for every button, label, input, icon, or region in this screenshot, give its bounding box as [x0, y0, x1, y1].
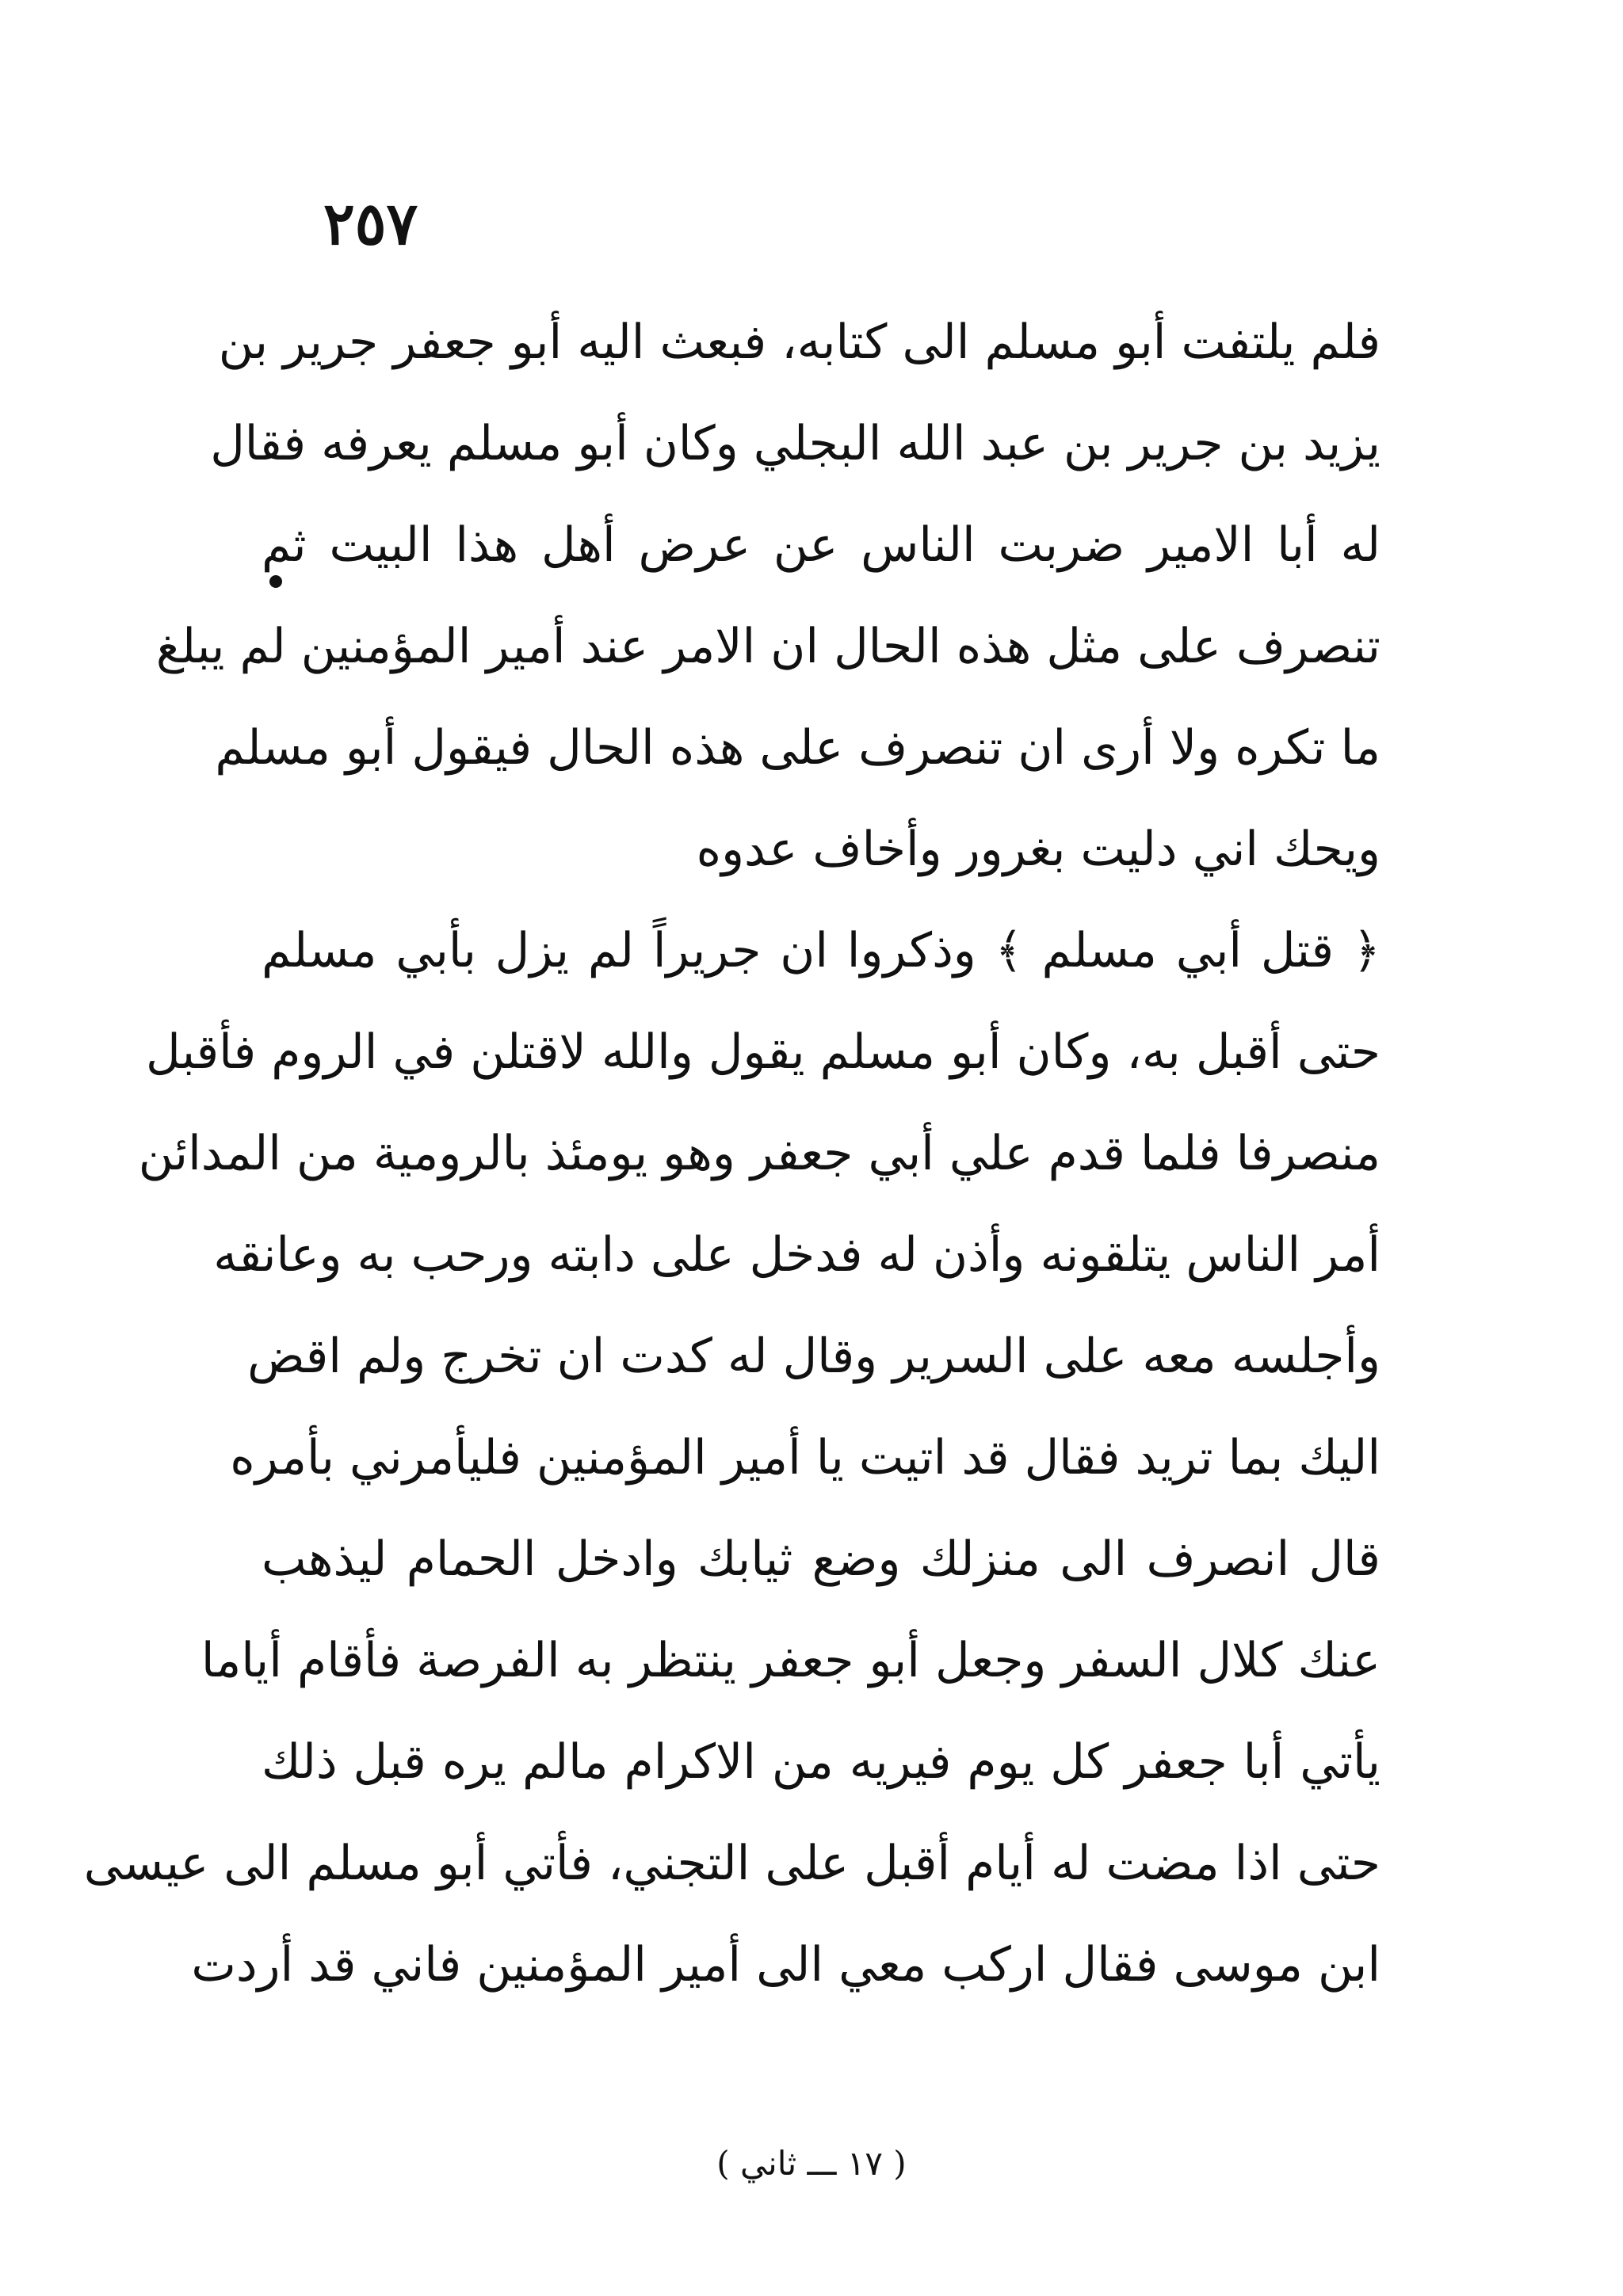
text-line: منصرفا فلما قدم علي أبي جعفر وهو يومئذ بالرومية من المدائن	[138, 1126, 1381, 1181]
text-line: أمر الناس يتلقونه وأذن له فدخل على دابته ورحب به وعانقه	[213, 1227, 1381, 1283]
text-line: له أبا الامير ضربت الناس عن عرض أهل هذا البيت ثم	[262, 517, 1381, 573]
text-line: حتى أقبل به، وكان أبو مسلم يقول والله لاقتلن في الروم فأقبل	[145, 1024, 1381, 1080]
section-heading-line: ﴿ قتل أبي مسلم ﴾ وذكروا ان جريراً لم يزل بأبي مسلم	[262, 923, 1381, 978]
text-line: تنصرف على مثل هذه الحال ان الامر عند أمير المؤمنين لم يبلغ	[155, 619, 1381, 674]
text-line: عنك كلال السفر وجعل أبو جعفر ينتظر به الفرصة فأقام أياما	[200, 1633, 1381, 1688]
text-line: ويحك اني دليت بغرور وأخاف عدوه	[696, 822, 1381, 877]
text-line: فلم يلتفت أبو مسلم الى كتابه، فبعث اليه أبو جعفر جرير بن	[218, 315, 1381, 370]
text-line: وأجلسه معه على السرير وقال له كدت ان تخرج ولم اقض	[247, 1329, 1381, 1384]
text-line: ابن موسى فقال اركب معي الى أمير المؤمنين فاني قد أردت	[191, 1937, 1381, 1993]
text-line: ما تكره ولا أرى ان تنصرف على هذه الحال فيقول أبو مسلم	[215, 720, 1381, 776]
body-text	[83, 292, 1381, 2016]
signature-mark: ( ١٧ ـــ ثاني )	[716, 2144, 907, 2183]
text-line: اليك بما تريد فقال قد اتيت يا أمير المؤمنين فليأمرني بأمره	[230, 1430, 1381, 1486]
text-line: يأتي أبا جعفر كل يوم فيريه من الاكرام مالم يره قبل ذلك	[262, 1734, 1381, 1790]
text-line: حتى اذا مضت له أيام أقبل على التجني، فأتي أبو مسلم الى عيسى	[83, 1836, 1381, 1891]
page-number: ٢٥٧	[323, 190, 418, 258]
text-line: يزيد بن جرير بن عبد الله البجلي وكان أبو مسلم يعرفه فقال	[210, 416, 1381, 471]
text-line: قال انصرف الى منزلك وضع ثيابك وادخل الحمام ليذهب	[262, 1531, 1381, 1587]
